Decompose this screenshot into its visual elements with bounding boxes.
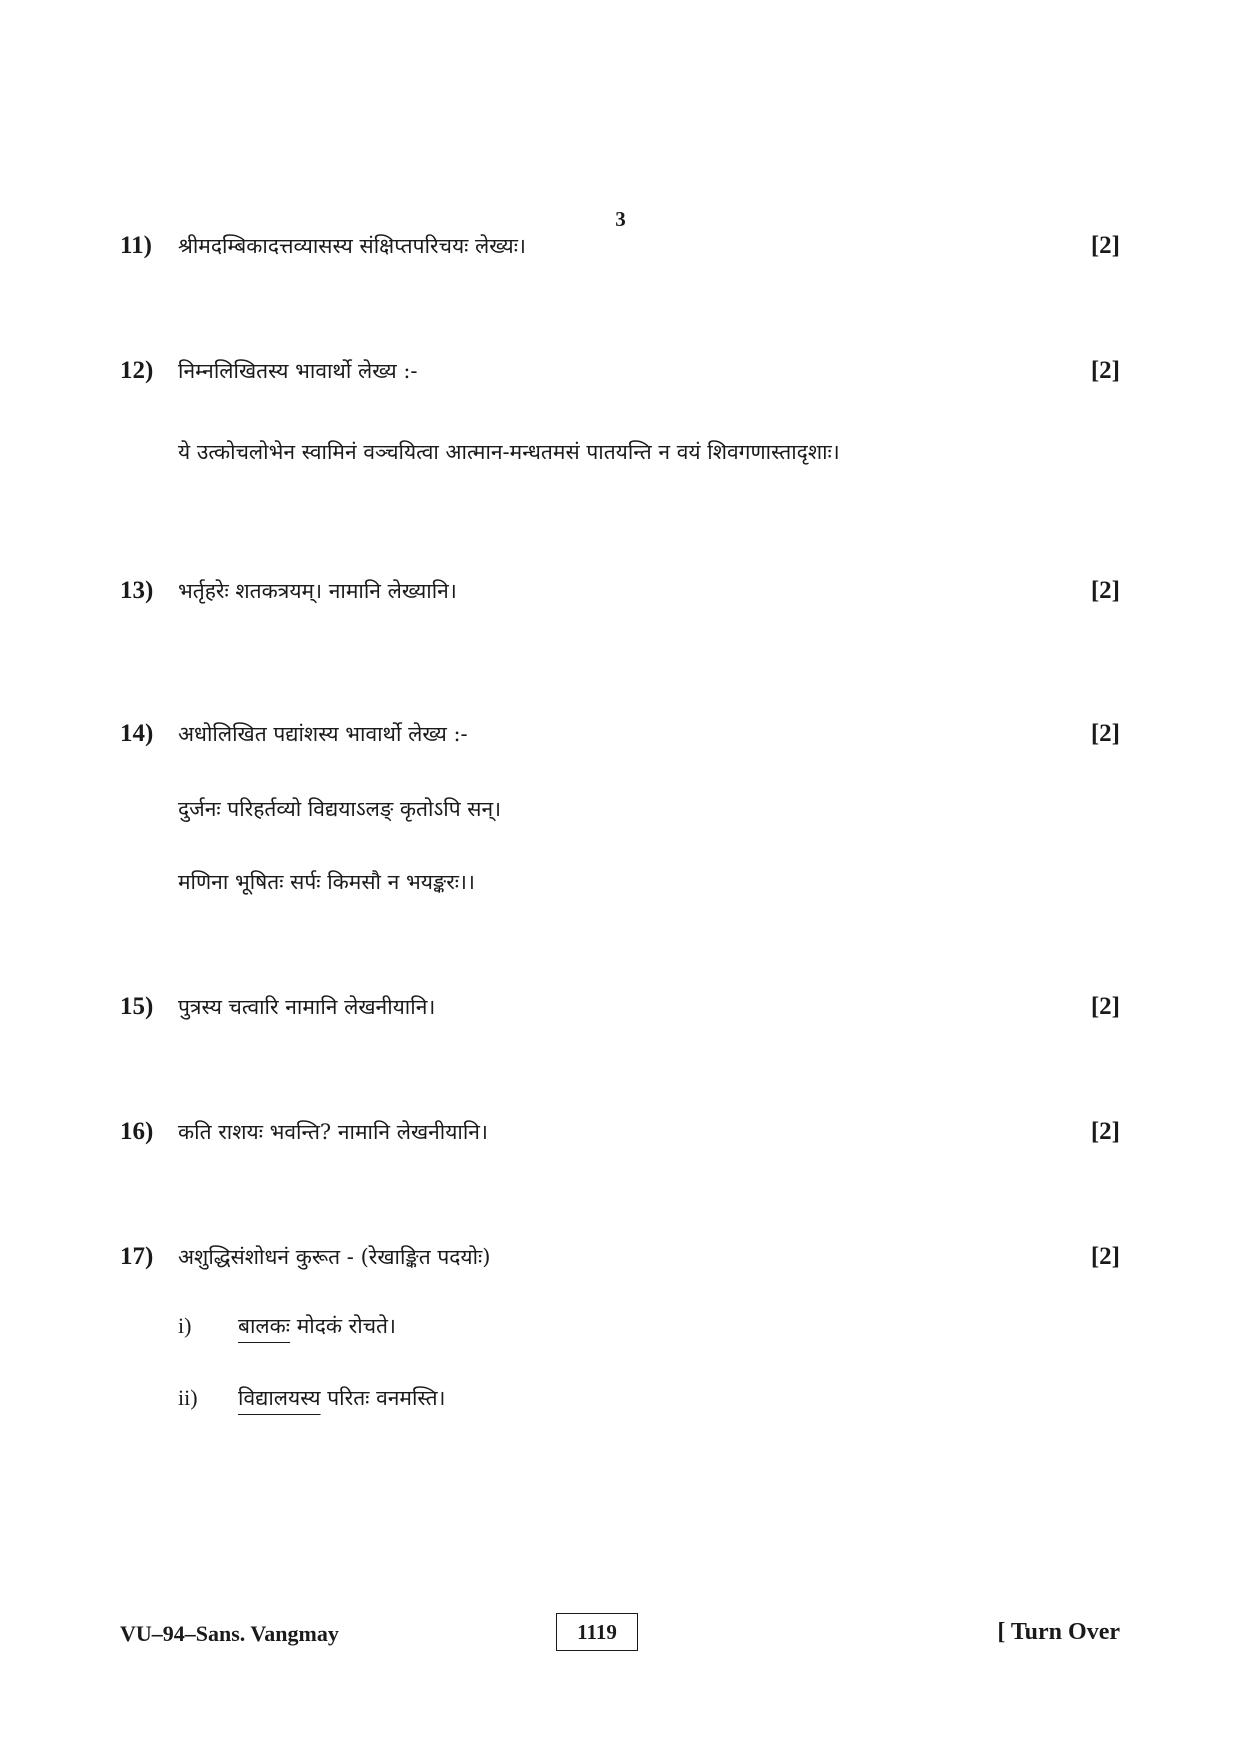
page-number: 3	[615, 207, 626, 231]
underlined-word: विद्यालयस्य	[238, 1386, 321, 1410]
marks-label: [2]	[1090, 1118, 1120, 1145]
turn-over-label: [ Turn Over	[997, 1619, 1120, 1645]
question-12	[120, 357, 1120, 397]
question-number: 11)	[120, 232, 152, 259]
question-number: 17)	[120, 1243, 154, 1270]
question-number: 16)	[120, 1118, 154, 1145]
q17-item-1	[178, 1312, 396, 1340]
page-footer	[120, 1613, 1120, 1653]
question-text: भर्तृहरेः शतकत्रयम्। नामानि लेख्यानि।	[178, 579, 457, 603]
question-text: निम्नलिखितस्य भावार्थो लेख्य :-	[178, 359, 418, 383]
question-text: अधोलिखित पद्यांशस्य भावार्थो लेख्य :-	[178, 722, 468, 746]
question-number: 12)	[120, 357, 154, 384]
marks-label: [2]	[1090, 1243, 1120, 1270]
q12-passage: ये उत्कोचलोभेन स्वामिनं वञ्चयित्वा आत्मान-मन्धतमसं पातयन्ति न वयं शिवगणास्तादृशाः।	[178, 440, 840, 464]
paper-code: VU–94–Sans. Vangmay	[120, 1621, 339, 1646]
item-label: ii)	[178, 1385, 198, 1410]
q14-verse-line-2: मणिना भूषितः सर्पः किमसौ न भयङ्करः।।	[178, 870, 475, 894]
question-13	[120, 577, 1120, 617]
question-text: श्रीमदम्बिकादत्तव्यासस्य संक्षिप्तपरिचयः लेख्यः।	[178, 234, 526, 258]
question-11	[120, 232, 1120, 272]
question-number: 13)	[120, 577, 154, 604]
question-16	[120, 1118, 1120, 1158]
marks-label: [2]	[1090, 577, 1120, 604]
paper-number-box: 1119	[556, 1613, 638, 1651]
question-text: अशुद्धिसंशोधनं कुरूत - (रेखाङ्कित पदयोः)	[178, 1245, 491, 1269]
question-text: कति राशयः भवन्ति? नामानि लेखनीयानि।	[178, 1120, 488, 1144]
question-number: 15)	[120, 993, 154, 1020]
marks-label: [2]	[1090, 357, 1120, 384]
item-label: i)	[178, 1313, 192, 1338]
underlined-word: बालकः	[238, 1314, 291, 1338]
marks-label: [2]	[1090, 720, 1120, 747]
question-number: 14)	[120, 720, 154, 747]
question-text: पुत्रस्य चत्वारि नामानि लेखनीयानि।	[178, 995, 436, 1019]
q17-item-2	[178, 1384, 446, 1412]
question-17	[120, 1243, 1120, 1283]
item-rest-text: मोदकं रोचते।	[290, 1314, 396, 1338]
question-14	[120, 720, 1120, 760]
marks-label: [2]	[1090, 232, 1120, 259]
item-rest-text: परितः वनमस्ति।	[320, 1386, 446, 1410]
question-15	[120, 993, 1120, 1033]
q14-verse-line-1: दुर्जनः परिहर्तव्यो विद्ययाऽलङ् कृतोऽपि सन्।	[178, 797, 502, 821]
marks-label: [2]	[1090, 993, 1120, 1020]
